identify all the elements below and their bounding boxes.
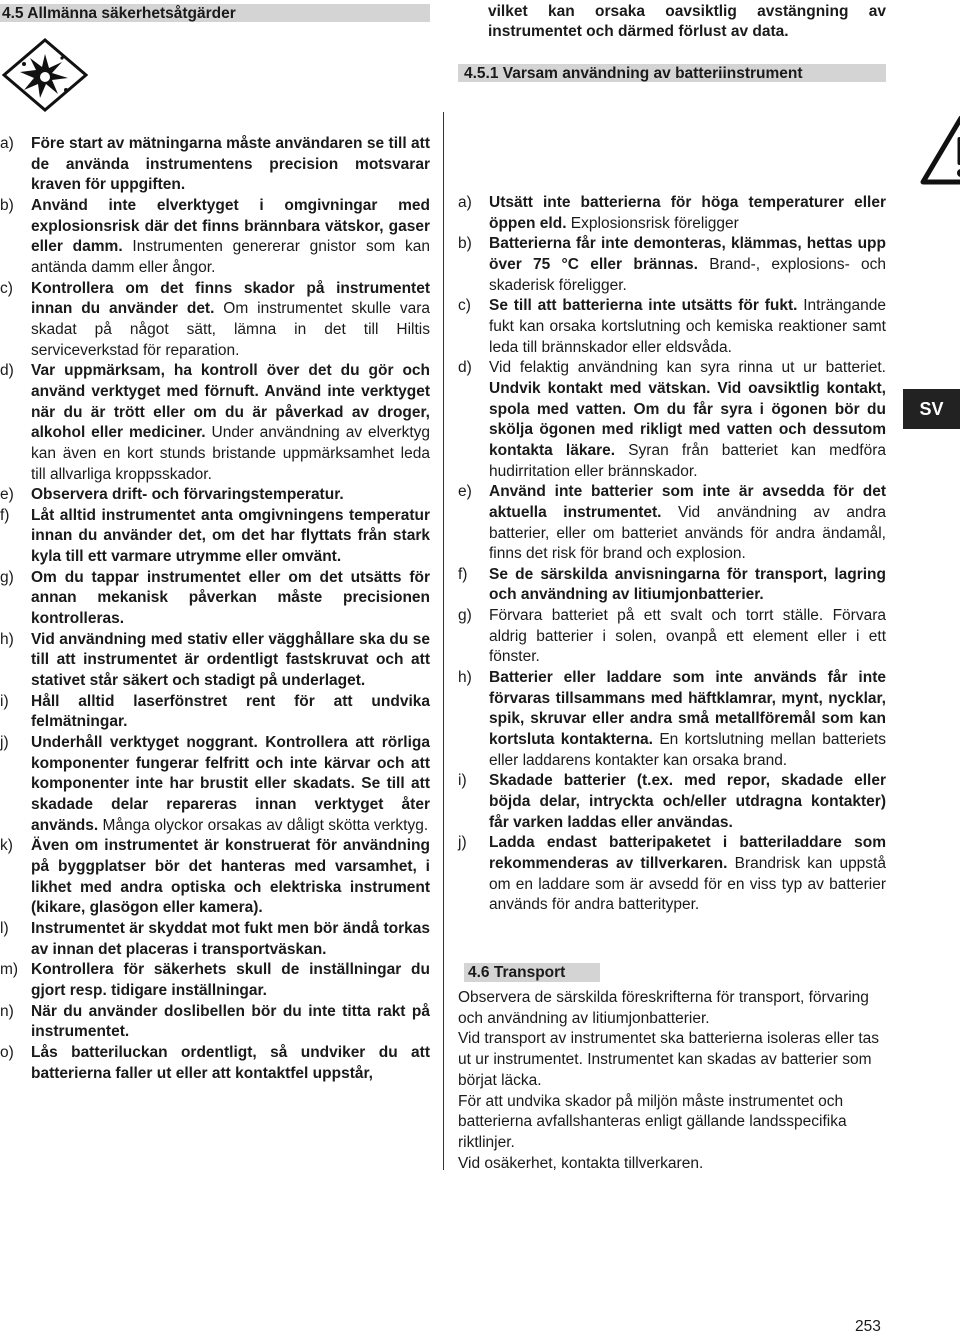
list-marker: a) — [0, 135, 14, 152]
item-bold-text: Låt alltid instrumentet anta omgivningens temperatur innan du använder det, om det har flyttats från stark kyla till ett varmare utrymme eller omvänt. — [31, 506, 430, 566]
explosion-icon — [2, 38, 88, 112]
list-item — [0, 485, 430, 506]
item-text: Brand-, explosions- och skaderisk föreligger. — [489, 255, 887, 294]
item-bold-text: Lås batteriluckan ordentligt, så undviker du att batterierna faller ut eller att kontaktfel uppstår, — [31, 1043, 430, 1082]
list-marker: o) — [0, 1043, 14, 1061]
list-item — [0, 361, 430, 485]
list-item — [458, 234, 886, 296]
item-bold-text: Även om instrumentet är konstruerat för användning på byggplatser bör det hanteras med varsamhet, i likhet med andra optiska och elektriska instrument (kikare, glasögon eller kamera). — [31, 837, 430, 917]
list-marker: d) — [458, 359, 472, 377]
item-bold-text: Utsätt inte batterierna för höga temperaturer eller öppen eld. — [489, 194, 886, 232]
list-marker: c) — [0, 279, 13, 297]
item-bold-text: Använd inte batterier som inte är avsedda för det aktuella instrumentet. — [489, 483, 886, 521]
item-bold-text: Kontrollera om det finns skador på instrumentet innan du använder det. — [31, 279, 430, 318]
list-marker: j) — [458, 834, 467, 852]
item-text: Explosionsrisk föreligger — [566, 214, 739, 232]
item-bold-text: Håll alltid laserfönstret rent för att undvika felmätningar. — [31, 692, 430, 731]
list-item — [458, 193, 886, 234]
list-marker: m) — [0, 961, 19, 979]
list-item — [0, 1002, 430, 1043]
item-bold-text: Ladda endast batteripaketet i batteriladdare som rekommenderas av tillverkaren. — [489, 834, 886, 872]
language-badge: SV — [903, 389, 960, 429]
list-item — [458, 358, 886, 482]
item-bold-text: Använd inte elverktyget i omgivningar med explosionsrisk där det finns brännbara vätskor, gaser eller damm. — [31, 196, 430, 256]
list-marker: a) — [458, 194, 472, 211]
general-safety-list — [0, 134, 430, 1084]
list-item — [0, 134, 430, 196]
list-item — [0, 279, 430, 362]
list-marker: g) — [458, 607, 472, 625]
list-item — [0, 630, 430, 692]
list-marker: e) — [458, 483, 472, 501]
list-marker: j) — [0, 734, 9, 752]
list-marker: b) — [458, 235, 472, 253]
item-text: En kortslutning mellan batteriets eller laddarens kontakter kan orsaka brand. — [489, 731, 886, 769]
column-divider — [443, 112, 444, 1170]
list-item — [458, 606, 886, 668]
item-text: Vid användning av andra batterier, eller om batteriet används för andra ändamål, finns det risk för brand och explosion. — [489, 503, 886, 563]
transport-text — [458, 988, 888, 1174]
item-bold-text: Underhåll verktyget noggrant. Kontrollera att rörliga komponenter fungerar felfritt och inte kärvar och att komponenter inte har brustit eller skadats. Se till att skadade delar repareras innan verktyget åter används. — [31, 734, 430, 834]
item-bold-text: Före start av mätningarna måste användaren se till att de använda instrumentens precision motsvarar kraven för uppgiften. — [31, 135, 430, 194]
item-bold-text: Batterier eller laddare som inte används får inte förvaras tillsammans med häftklamrar, mynt, nycklar, spik, skruvar eller andra små metallföremål som kan kortsluta kontakterna. — [489, 669, 886, 749]
list-item — [0, 960, 430, 1001]
list-item — [0, 919, 430, 960]
list-marker: k) — [0, 837, 13, 855]
transport-paragraph: Observera de särskilda föreskrifterna för transport, förvaring och användning av litiumjonbatterier. — [458, 989, 869, 1027]
section-title-4-5-1: 4.5.1 Varsam användning av batteriinstrument — [458, 64, 886, 82]
list-marker: h) — [458, 669, 472, 687]
item-bold-text: Skadade batterier (t.ex. med repor, skadade eller böjda delar, intryckta och/eller utdragna kontakter) får varken laddas eller användas. — [489, 772, 886, 831]
item-text: Under användning av elverktyg kan även en kort stunds bristande uppmärksamhet leda till allvarliga kroppsskador. — [31, 424, 430, 483]
item-bold-text: Observera drift- och förvaringstemperatur. — [31, 486, 344, 504]
item-text: Instrumenten genererar gnistor som kan antända damm eller ångor. — [31, 238, 430, 276]
list-marker: i) — [458, 772, 467, 790]
list-marker: f) — [458, 565, 468, 583]
list-item — [0, 1043, 430, 1084]
list-item — [458, 296, 886, 358]
list-marker: d) — [0, 362, 14, 380]
item-bold-text: Se till att batterierna inte utsätts för fukt. — [489, 297, 798, 315]
item-text: Många olyckor orsakas av dåligt skötta verktyg. — [98, 816, 429, 834]
list-item — [458, 565, 886, 606]
list-marker: h) — [0, 630, 14, 648]
list-item — [0, 568, 430, 630]
section-title-4-6: 4.6 Transport — [464, 963, 600, 982]
list-item — [0, 506, 430, 568]
item-bold-text: När du använder doslibellen bör du inte titta rakt på instrumentet. — [31, 1002, 430, 1041]
item-bold-text: Undvik kontakt med vätskan. Vid oavsiktlig kontakt, spola med vatten. Om du får syra i ögonen bör du skölja ögonen med rikligt med vatten och dessutom kontakta läkare. — [489, 379, 886, 459]
item-bold-text: Instrumentet är skyddat mot fukt men bör ändå torkas av innan det placeras i transportväskan. — [31, 919, 430, 958]
item-text: Vid felaktig användning kan syra rinna ut ur batteriet. — [489, 359, 886, 377]
list-marker: n) — [0, 1002, 14, 1020]
item-bold-text: Se de särskilda anvisningarna för transport, lagring och användning av litiumjonbatterier. — [489, 565, 886, 604]
warning-icon — [920, 115, 960, 185]
list-item — [0, 836, 430, 919]
list-item — [458, 833, 886, 916]
item-text: Inträngande fukt kan orsaka kortslutning och kemiska reaktioner samt leda till brännskador eller eldsvåda. — [489, 297, 886, 356]
list-marker: g) — [0, 568, 14, 586]
list-item — [0, 733, 430, 836]
item-text: Förvara batteriet på ett svalt och torrt ställe. Förvara aldrig batterier i solen, ovanpå ett element eller i ett fönster. — [489, 607, 886, 666]
list-marker: f) — [0, 506, 10, 524]
list-item — [458, 771, 886, 833]
list-marker: l) — [0, 919, 9, 937]
list-item — [0, 196, 430, 279]
page-number: 253 — [855, 1318, 881, 1335]
item-bold-text: Vid användning med stativ eller vägghållare ska du se till att instrumentet är ordentligt fastskruvat och att stativet står säkert och stadigt på underlaget. — [31, 630, 430, 690]
list-item — [458, 668, 886, 771]
section-title-4-5: 4.5 Allmänna säkerhetsåtgärder — [0, 4, 430, 22]
item-bold-text: Kontrollera för säkerhets skull de inställningar du gjort resp. tidigare inställningar. — [31, 961, 430, 999]
list-item — [0, 692, 430, 733]
list-item — [458, 482, 886, 565]
list-marker: i) — [0, 692, 9, 710]
item-text: Om instrumentet skulle vara skadat på något sätt, lämna in det till Hiltis serviceverkstad för reparation. — [31, 300, 430, 359]
list-marker: c) — [458, 297, 471, 315]
list-marker: e) — [0, 486, 14, 504]
transport-paragraph: Vid transport av instrumentet ska batterierna isoleras eller tas ut ur instrumentet. Instrumentet kan skadas av batterier som börjat läcka. — [458, 1030, 879, 1089]
continuation-text: vilket kan orsaka oavsiktlig avstängning av instrumentet och därmed förlust av data. — [488, 3, 886, 40]
battery-safety-list — [458, 193, 886, 916]
item-bold-text: Om du tappar instrumentet eller om det utsätts för annan mekanisk påverkan måste precisionen kontrolleras. — [31, 568, 430, 628]
item-bold-text: Var uppmärksam, ha kontroll över det du gör och använd verktyget med förnuft. Använd inte verktyget när du är trött eller om du är påverkad av droger, alkohol eller mediciner. — [31, 362, 430, 442]
item-text: Syran från batteriet kan medföra hudirritation eller brännskador. — [489, 441, 886, 480]
transport-paragraph: Vid osäkerhet, kontakta tillverkaren. — [458, 1154, 704, 1172]
item-bold-text: Batterierna får inte demonteras, klämmas, hettas upp över 75 °C eller brännas. — [489, 235, 886, 273]
transport-paragraph: För att undvika skador på miljön måste instrumentet och batterierna avfallshanteras enligt gällande landsspecifika riktlinjer. — [458, 1092, 847, 1151]
item-text: Brandrisk kan uppstå om en laddare som är avsedd för en viss typ av batterier används för andra batterityper. — [489, 855, 886, 914]
list-marker: b) — [0, 196, 14, 214]
